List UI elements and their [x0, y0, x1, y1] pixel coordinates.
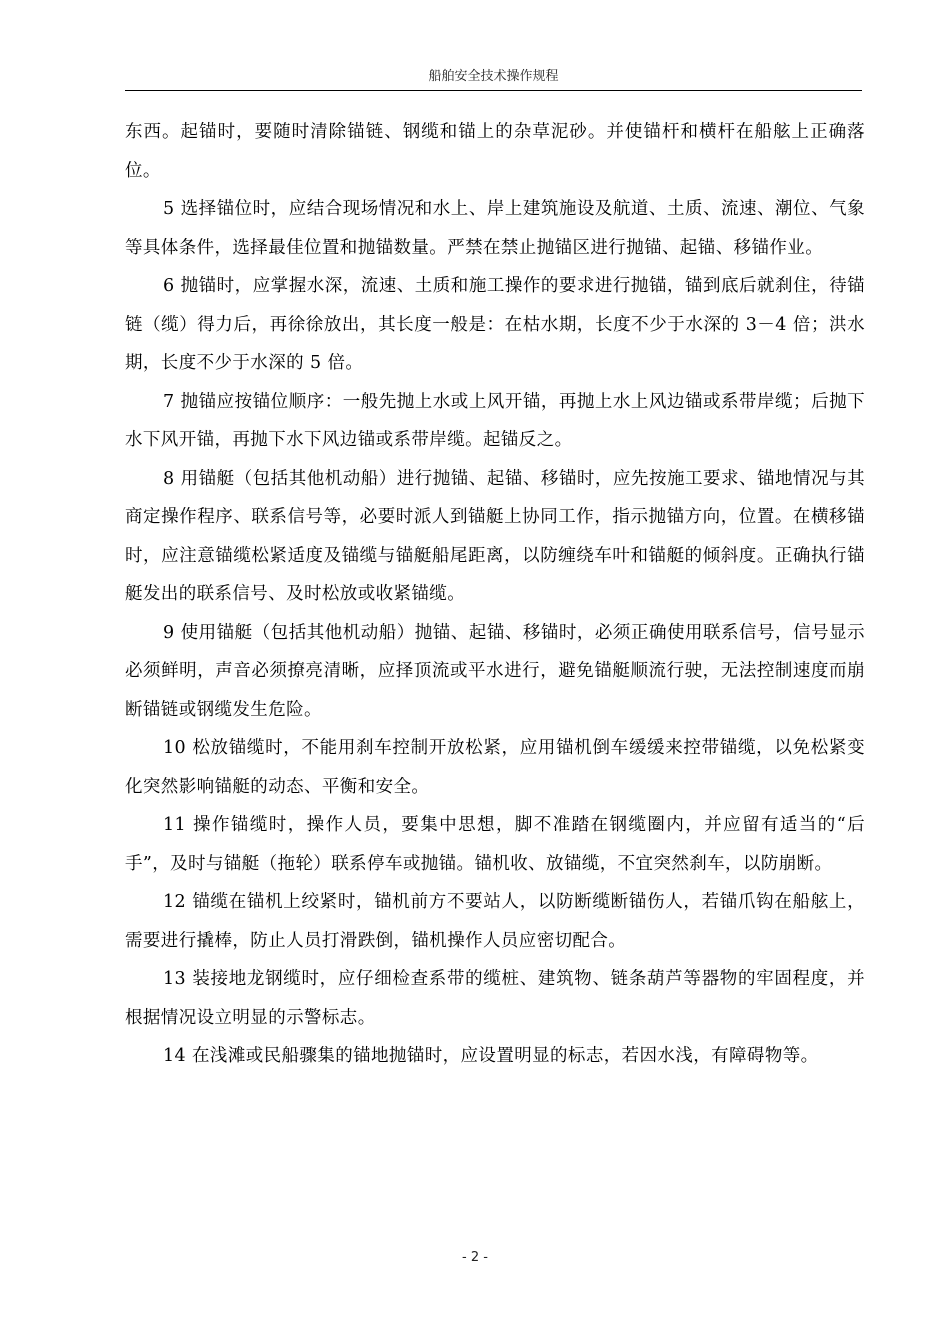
document-title: 船舶安全技术操作规程	[428, 69, 559, 84]
paragraph-item-6: 6 抛锚时，应掌握水深，流速、土质和施工操作的要求进行抛锚，锚到底后就刹住，待锚链（缆）得力后，再徐徐放出，其长度一般是：在枯水期，长度不少于水深的 3－4 倍；洪水期，长度不少于水深的 5 倍。	[125, 276, 865, 373]
paragraph-item-9: 9 使用锚艇（包括其他机动船）抛锚、起锚、移锚时，必须正确使用联系信号，信号显示必须鲜明，声音必须撩亮清晰，应择顶流或平水进行，避免锚艇顺流行驶，无法控制速度而崩断锚链或钢缆发生危险。	[125, 622, 865, 720]
paragraph-item-11: 11 操作锚缆时，操作人员，要集中思想，脚不准踏在钢缆圈内，并应留有适当的“后手”，及时与锚艇（拖轮）联系停车或抛锚。锚机收、放锚缆，不宜突然刹车，以防崩断。	[125, 815, 865, 874]
paragraph-item-5: 5 选择锚位时，应结合现场情况和水上、岸上建筑施设及航道、土质、流速、潮位、气象等具体条件，选择最佳位置和抛锚数量。严禁在禁止抛锚区进行抛锚、起锚、移锚作业。	[125, 199, 865, 258]
paragraph-item-7: 7 抛锚应按锚位顺序：一般先抛上水或上风开锚，再抛上水上风边锚或系带岸缆；后抛下水下风开锚，再抛下水下风边锚或系带岸缆。起锚反之。	[125, 391, 865, 450]
document-body	[125, 113, 865, 1076]
page-header	[125, 68, 862, 91]
paragraph-item-8: 8 用锚艇（包括其他机动船）进行抛锚、起锚、移锚时，应先按施工要求、锚地情况与其商定操作程序、联系信号等，必要时派人到锚艇上协同工作，指示抛锚方向，位置。在横移锚时，应注意锚缆松紧适度及锚缆与锚艇船尾距离，以防缠绕车叶和锚艇的倾斜度。正确执行锚艇发出的联系信号、及时松放或收紧锚缆。	[125, 468, 865, 604]
paragraph-item-10: 10 松放锚缆时，不能用刹车控制开放松紧，应用锚机倒车缓缓来控带锚缆，以免松紧变化突然影响锚艇的动态、平衡和安全。	[125, 738, 865, 797]
paragraph-item-13: 13 装接地龙钢缆时，应仔细检查系带的缆桩、建筑物、链条葫芦等器物的牢固程度，并根据情况设立明显的示警标志。	[125, 969, 865, 1028]
page-number: - 2 -	[462, 1250, 488, 1265]
paragraph-item-14: 14 在浅滩或民船骤集的锚地抛锚时，应设置明显的标志，若因水浅，有障碍物等。	[163, 1046, 819, 1066]
paragraph-continued: 东西。起锚时，要随时清除锚链、钢缆和锚上的杂草泥砂。并使锚杆和横杆在船舷上正确落位。	[125, 122, 865, 181]
paragraph-item-12: 12 锚缆在锚机上绞紧时，锚机前方不要站人，以防断缆断锚伤人，若锚爪钩在船舷上，需要进行撬棒，防止人员打滑跌倒，锚机操作人员应密切配合。	[125, 892, 865, 951]
page-footer	[0, 1250, 950, 1265]
